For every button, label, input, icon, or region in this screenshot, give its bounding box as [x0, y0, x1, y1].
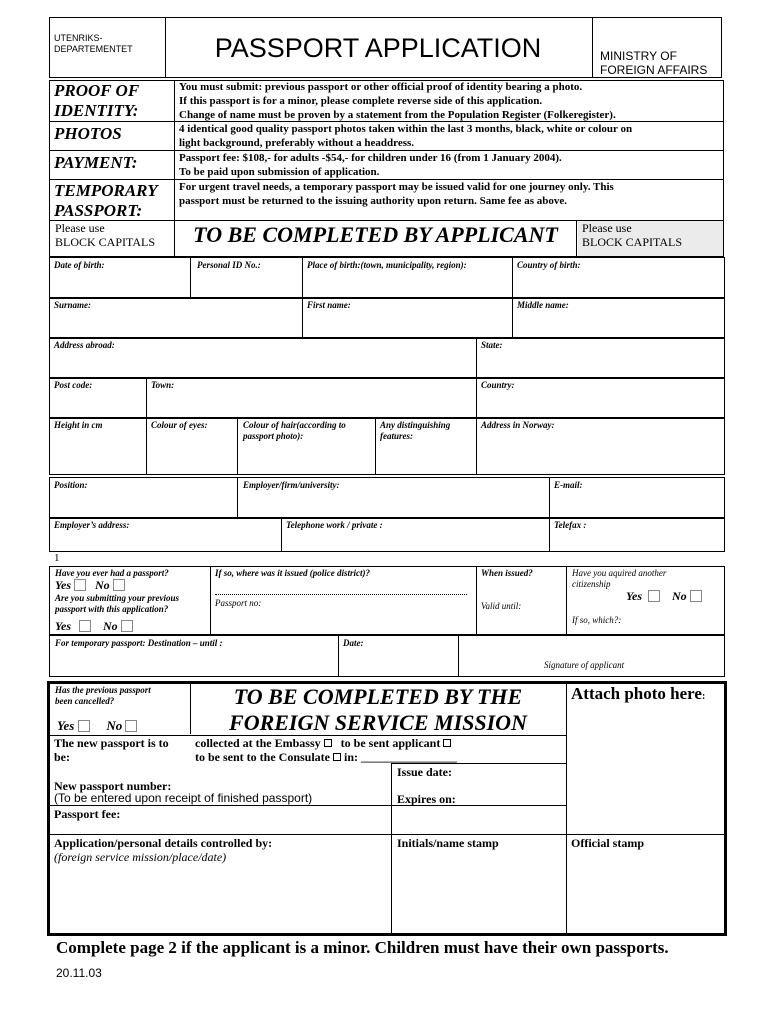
official-stamp-field[interactable]: Official stamp	[571, 836, 644, 850]
delivery-options: collected at the Embassy to be sent applicant to be sent to the Consulate in: ________________	[195, 736, 458, 764]
cancelled-yes-checkbox[interactable]	[78, 720, 90, 732]
mission-heading: TO BE COMPLETED BY THE FOREIGN SERVICE MISSION	[229, 684, 527, 735]
initials-stamp-field[interactable]: Initials/name stamp	[397, 836, 499, 850]
employment-row	[49, 477, 725, 519]
hair-colour-field[interactable]: Colour of hair(according to passport photo):	[243, 420, 346, 441]
new-passport-label: The new passport is to be:	[54, 736, 169, 764]
applicant-heading: TO BE COMPLETED BY APPLICANT	[193, 222, 558, 247]
page-title: PASSPORT APPLICATION	[214, 33, 542, 63]
citizenship-no-checkbox[interactable]	[690, 590, 702, 602]
controlled-by-note: (foreign service mission/place/date)	[54, 850, 227, 864]
cancelled-question: Has the previous passport been cancelled?	[55, 685, 151, 706]
controlled-by-field[interactable]: Application/personal details controlled by:	[54, 836, 273, 850]
page-number: 1	[54, 552, 60, 564]
citizenship-yes-checkbox[interactable]	[648, 590, 660, 602]
address-row	[49, 337, 725, 379]
submitting-question: Are you submitting your previous passport with this application?	[55, 593, 180, 614]
passport-fee-field[interactable]: Passport fee:	[54, 807, 121, 821]
where-issued-dotted-line	[215, 594, 467, 595]
position-field[interactable]: Position:	[54, 480, 88, 490]
submitting-options: Yes No	[55, 619, 136, 634]
payment-text: Passport fee: $108,- for adults -$54,- for children under 16 (from 1 January 2004). To be paid upon submission of application.	[179, 152, 562, 178]
block-capitals-note-left: Please use BLOCK CAPITALS	[55, 221, 156, 249]
dept-name: UTENRIKS- DEPARTEMENTET	[54, 33, 133, 54]
sent-applicant-checkbox[interactable]	[443, 739, 451, 747]
entered-upon-note: (To be entered upon receipt of finished passport)	[54, 791, 313, 805]
temporary-destination-field[interactable]: For temporary passport: Destination – until :	[55, 638, 223, 648]
which-citizenship-field[interactable]: If so, which?:	[572, 615, 622, 625]
when-issued-field[interactable]: When issued?	[481, 568, 533, 578]
telefax-field[interactable]: Telefax :	[554, 520, 587, 530]
address-abroad-field[interactable]: Address abroad:	[54, 340, 115, 350]
signature-field[interactable]: Signature of applicant	[544, 660, 625, 670]
footer-note: Complete page 2 if the applicant is a minor. Children must have their own passports.	[56, 938, 669, 957]
form-date-code: 20.11.03	[56, 966, 102, 980]
cancelled-no-checkbox[interactable]	[125, 720, 137, 732]
attach-photo-area[interactable]: Attach photo here:	[571, 684, 706, 703]
surname-field[interactable]: Surname:	[54, 300, 92, 310]
address-norway-field[interactable]: Address in Norway:	[481, 420, 555, 430]
proof-of-identity-text: You must submit: previous passport or other official proof of identity bearing a photo. If this passport is for a minor, please complete reverse side of this application. Change of name must be proven by a statement from the Population Register (Folkeregister).	[179, 81, 616, 121]
issue-date-field[interactable]: Issue date:	[397, 765, 453, 779]
had-passport-question: Have you ever had a passport?	[55, 568, 169, 578]
payment-label: PAYMENT:	[54, 153, 138, 172]
post-code-field[interactable]: Post code:	[54, 380, 93, 390]
eye-colour-field[interactable]: Colour of eyes:	[151, 420, 208, 430]
block-capitals-note-right: Please use BLOCK CAPITALS	[582, 221, 683, 249]
country-of-birth-field[interactable]: Country of birth:	[517, 260, 581, 270]
email-field[interactable]: E-mail:	[554, 480, 583, 490]
proof-of-identity-label: PROOF OF IDENTITY:	[54, 81, 140, 120]
town-field[interactable]: Town:	[151, 380, 175, 390]
date-field[interactable]: Date:	[343, 638, 364, 648]
sent-consulate-checkbox[interactable]	[333, 753, 341, 761]
had-passport-options: Yes No	[55, 578, 128, 593]
new-passport-number-field[interactable]: New passport number:	[54, 779, 172, 793]
contact-row	[49, 517, 725, 552]
other-citizenship-question: Have you aquired another citizenship	[572, 568, 667, 589]
photos-text: 4 identical good quality passport photos taken within the last 3 months, black, white or colour on light background, preferably without a headdress.	[179, 123, 633, 149]
temporary-passport-text: For urgent travel needs, a temporary passport may be issued valid for one journey only. This passport must be returned to the issuing authority upon return. Same fee as above.	[179, 181, 614, 207]
citizenship-options: Yes No	[626, 589, 705, 604]
had-passport-yes-checkbox[interactable]	[74, 579, 86, 591]
name-row	[49, 297, 725, 339]
valid-until-field[interactable]: Valid until:	[481, 601, 522, 611]
expires-on-field[interactable]: Expires on:	[397, 792, 456, 806]
employer-field[interactable]: Employer/firm/university:	[243, 480, 340, 490]
submitting-yes-checkbox[interactable]	[79, 620, 91, 632]
middle-name-field[interactable]: Middle name:	[517, 300, 569, 310]
employer-address-field[interactable]: Employer’s address:	[54, 520, 130, 530]
collected-embassy-checkbox[interactable]	[324, 739, 332, 747]
photos-label: PHOTOS	[54, 124, 122, 143]
height-field[interactable]: Height in cm	[54, 420, 103, 430]
temporary-passport-label: TEMPORARY PASSPORT:	[54, 181, 158, 220]
state-field[interactable]: State:	[481, 340, 503, 350]
passport-no-field[interactable]: Passport no:	[215, 598, 262, 608]
had-passport-no-checkbox[interactable]	[113, 579, 125, 591]
telephone-field[interactable]: Telephone work / private :	[286, 520, 383, 530]
distinguishing-features-field[interactable]: Any distinguishing features:	[380, 420, 451, 441]
place-of-birth-field[interactable]: Place of birth:(town, municipality, region):	[307, 260, 467, 270]
country-field[interactable]: Country:	[481, 380, 515, 390]
date-of-birth-field[interactable]: Date of birth:	[54, 260, 105, 270]
personal-id-field[interactable]: Personal ID No.:	[197, 260, 261, 270]
ministry-name: MINISTRY OF FOREIGN AFFAIRS	[600, 49, 708, 77]
first-name-field[interactable]: First name:	[307, 300, 351, 310]
where-issued-field[interactable]: If so, where was it issued (police district)?	[215, 568, 370, 578]
cancelled-options: Yes No	[57, 718, 140, 734]
submitting-no-checkbox[interactable]	[121, 620, 133, 632]
